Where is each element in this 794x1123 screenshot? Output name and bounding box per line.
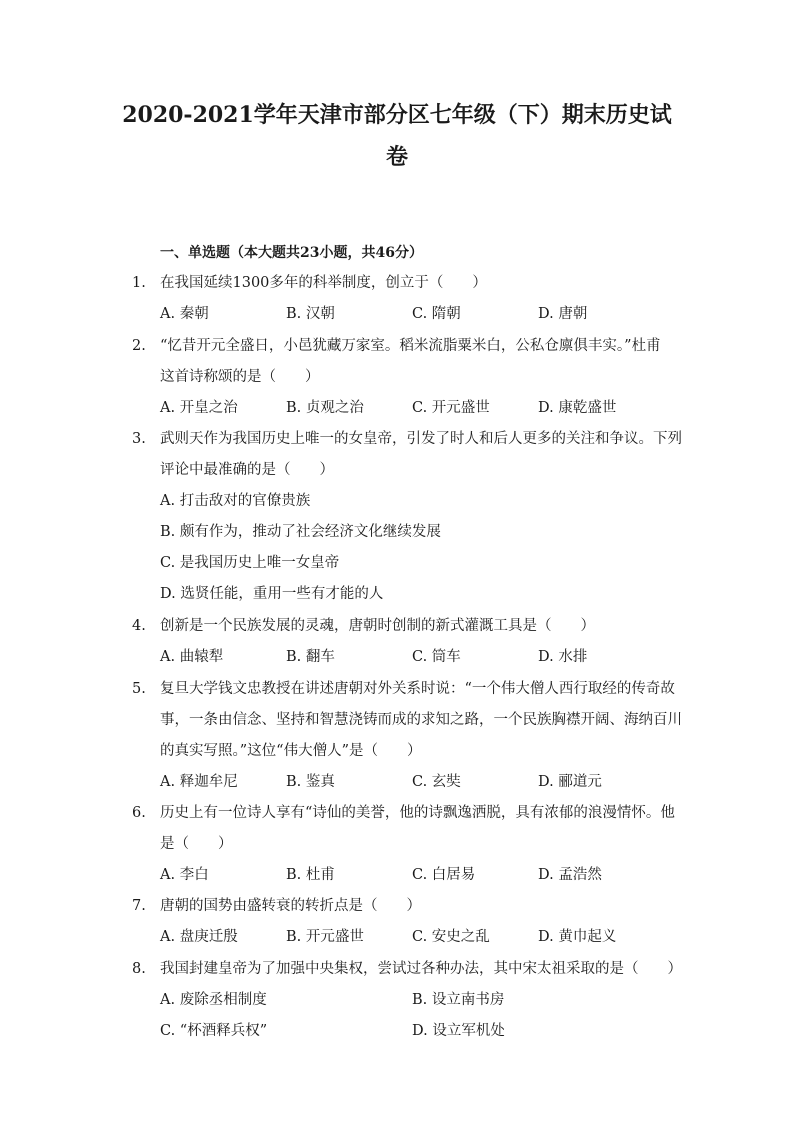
question-number: 2. — [132, 338, 146, 354]
option-c: C. 是我国历史上唯一女皇帝 — [160, 555, 340, 571]
option-c: C. 安史之乱 — [412, 929, 490, 945]
exam-title-line-1: 2020-2021学年天津市部分区七年级（下）期末历史试 — [122, 102, 672, 128]
question-number: 1. — [132, 275, 146, 291]
option-d: D. 郦道元 — [538, 774, 602, 790]
question-8 — [132, 954, 682, 1047]
option-c: C. 玄奘 — [412, 774, 461, 790]
question-stem: 评论中最准确的是（ ） — [160, 462, 334, 478]
option-d: D. 孟浩然 — [538, 867, 602, 883]
question-stem: “忆昔开元全盛日，小邑犹藏万家室。稻米流脂粟米白，公私仓廪俱丰实。”杜甫 — [160, 338, 661, 354]
options-row — [132, 860, 672, 891]
question-stem: 创新是一个民族发展的灵魂，唐朝时创制的新式灌溉工具是（ ） — [160, 618, 595, 634]
options-row — [132, 642, 672, 673]
question-number: 5. — [132, 681, 146, 697]
question-stem: 这首诗称颂的是（ ） — [160, 369, 320, 385]
question-stem: 的真实写照。”这位“伟大僧人”是（ ） — [160, 743, 422, 759]
question-stem: 唐朝的国势由盛转衰的转折点是（ ） — [160, 898, 421, 914]
question-5 — [132, 674, 682, 798]
options-row — [132, 1016, 672, 1047]
option-a: A. 打击敌对的官僚贵族 — [160, 493, 311, 509]
option-a: A. 李白 — [160, 867, 209, 883]
exam-title-line-2: 卷 — [385, 144, 408, 170]
question-stem: 事，一条由信念、坚持和智慧浇铸而成的求知之路，一个民族胸襟开阔、海纳百川 — [160, 712, 682, 728]
question-number: 7. — [132, 898, 146, 914]
option-a: A. 废除丞相制度 — [160, 992, 267, 1008]
question-number: 4. — [132, 618, 146, 634]
option-d: D. 水排 — [538, 649, 588, 665]
question-stem: 我国封建皇帝为了加强中央集权，尝试过各种办法，其中宋太祖采取的是（ ） — [160, 961, 682, 977]
option-a: A. 开皇之治 — [160, 400, 238, 416]
question-2 — [132, 331, 672, 424]
question-stem: 复旦大学钱文忠教授在讲述唐朝对外关系时说：“一个伟大僧人西行取经的传奇故 — [160, 681, 675, 697]
option-c: C. 白居易 — [412, 867, 476, 883]
option-a: A. 释迦牟尼 — [160, 774, 238, 790]
question-number: 8. — [132, 961, 146, 977]
option-b: B. 贞观之治 — [286, 400, 364, 416]
option-a: A. 秦朝 — [160, 306, 209, 322]
question-7 — [132, 891, 672, 953]
option-a: A. 曲辕犁 — [160, 649, 224, 665]
options-row — [132, 922, 672, 953]
option-d: D. 黄巾起义 — [538, 929, 617, 945]
question-3 — [132, 424, 682, 610]
option-c: C. 开元盛世 — [412, 400, 490, 416]
option-b: B. 鉴真 — [286, 774, 335, 790]
options-row — [132, 767, 672, 798]
options-row — [132, 985, 672, 1016]
option-c: C. 隋朝 — [412, 306, 461, 322]
options-row — [132, 299, 672, 330]
question-stem: 武则天作为我国历史上唯一的女皇帝，引发了时人和后人更多的关注和争议。下列 — [160, 431, 682, 447]
option-a: A. 盘庚迁殷 — [160, 929, 238, 945]
option-c: C. “杯酒释兵权” — [160, 1023, 268, 1039]
option-d: D. 设立军机处 — [412, 1023, 505, 1039]
question-stem: 历史上有一位诗人享有“诗仙的美誉，他的诗飘逸洒脱，具有浓郁的浪漫情怀。他 — [160, 805, 675, 821]
option-d: D. 康乾盛世 — [538, 400, 617, 416]
question-stem: 在我国延续1300多年的科举制度，创立于（ ） — [160, 275, 487, 291]
option-d: D. 选贤任能，重用一些有才能的人 — [160, 586, 384, 602]
question-6 — [132, 798, 675, 891]
question-stem: 是（ ） — [160, 836, 233, 852]
section-heading: 一、单选题（本大题共23小题，共46分） — [160, 245, 423, 261]
option-b: B. 翻车 — [286, 649, 335, 665]
question-1 — [132, 268, 672, 330]
option-c: C. 筒车 — [412, 649, 461, 665]
option-b: B. 设立南书房 — [412, 992, 505, 1008]
question-number: 3. — [132, 431, 146, 447]
question-number: 6. — [132, 805, 146, 821]
option-b: B. 颇有作为，推动了社会经济文化继续发展 — [160, 524, 441, 540]
options-row — [132, 393, 672, 424]
option-b: B. 杜甫 — [286, 867, 335, 883]
option-b: B. 开元盛世 — [286, 929, 364, 945]
option-b: B. 汉朝 — [286, 306, 335, 322]
option-d: D. 唐朝 — [538, 306, 588, 322]
question-4 — [132, 611, 672, 673]
